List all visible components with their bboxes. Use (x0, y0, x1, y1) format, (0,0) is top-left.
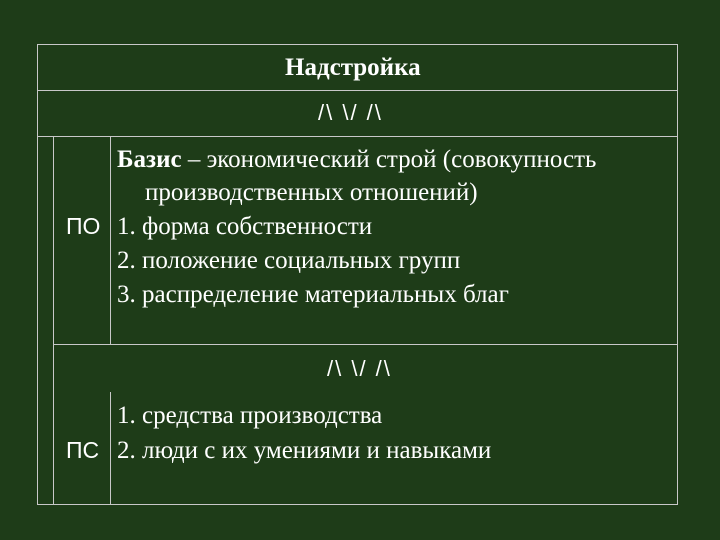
arrows-top: /\ \/ /\ (318, 100, 383, 125)
label-column-line (110, 136, 111, 344)
po-item-3: 3. распределение материальных благ (117, 281, 509, 308)
basis-term: Базис (117, 146, 182, 173)
po-item-2: 2. положение социальных групп (117, 247, 461, 274)
header-title: Надстройка (285, 54, 421, 81)
po-label: ПО (66, 213, 101, 239)
left-rail-line (53, 136, 54, 505)
basis-continuation: производственных отношений) (145, 179, 478, 206)
label-column-line-lower (110, 392, 111, 505)
basis-definition: – экономический строй (совокупность (181, 146, 597, 173)
ps-item-1: 1. средства производства (117, 402, 383, 429)
arrows-middle: /\ \/ /\ (327, 356, 392, 381)
ps-label: ПС (66, 437, 100, 463)
ps-item-2: 2. люди с их умениями и навыками (117, 437, 492, 464)
divider-top-arrows (37, 136, 678, 137)
po-item-1: 1. форма собственности (117, 213, 373, 240)
divider-middle (53, 344, 678, 345)
basis-line (117, 143, 596, 176)
divider-header (37, 90, 678, 91)
